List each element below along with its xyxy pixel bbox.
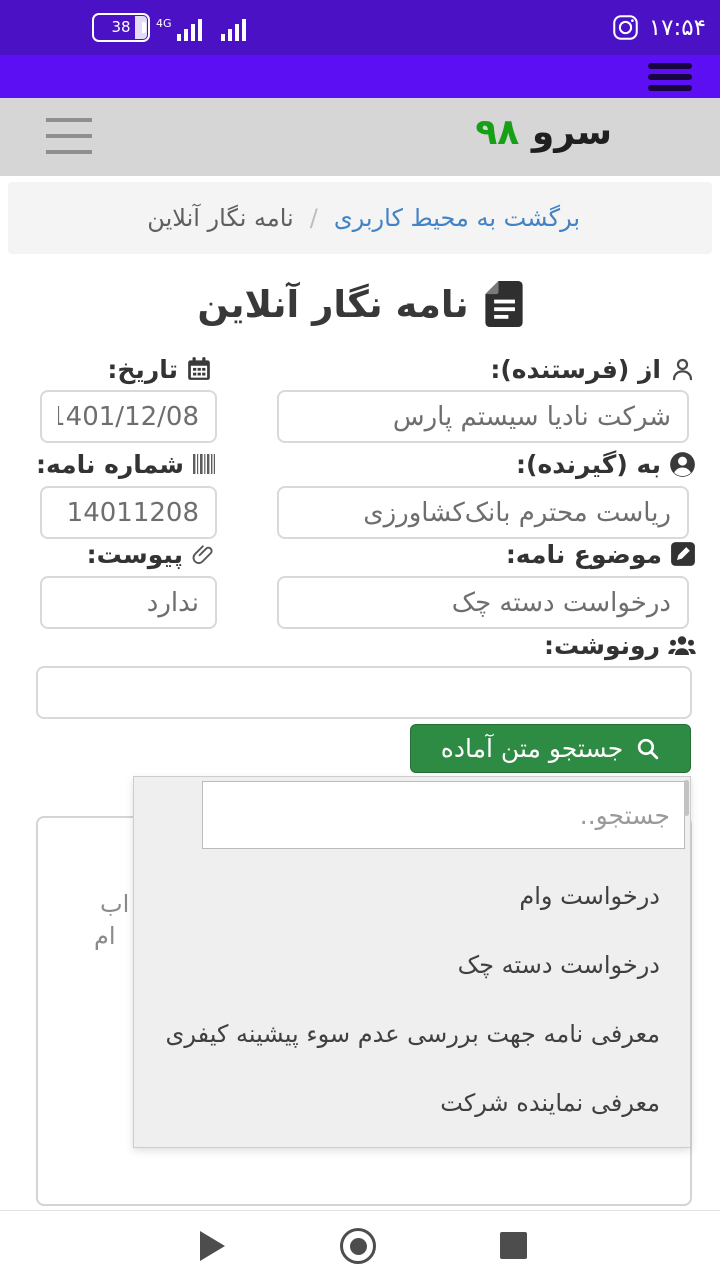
android-nav-bar [0, 1210, 720, 1280]
status-bar [0, 0, 720, 55]
app-menu-button[interactable] [648, 63, 692, 91]
site-menu-button[interactable] [46, 118, 92, 154]
breadcrumb-separator: / [309, 204, 318, 232]
breadcrumb [8, 182, 712, 254]
recipient-input[interactable] [277, 486, 689, 539]
back-button-icon[interactable] [200, 1231, 225, 1261]
dropdown-item-criminal-record-letter[interactable]: معرفی نامه جهت بررسی عدم سوء پیشینه کیفری [165, 1019, 660, 1048]
app-bar [0, 55, 720, 98]
attachment-input[interactable] [40, 576, 217, 629]
attachment-label: پیوست: [87, 537, 216, 571]
letter-body-fragment: ام [94, 922, 116, 950]
battery-percent: 38 [111, 18, 131, 36]
signal-bars-icon [175, 15, 209, 41]
user-circle-icon [669, 451, 696, 478]
ready-text-dropdown [133, 776, 691, 1148]
date-input[interactable] [40, 390, 217, 443]
document-icon [485, 281, 523, 327]
battery-fill [135, 16, 147, 39]
search-button-label: جستجو متن آماده [440, 734, 624, 763]
signal-4g-icon [156, 15, 209, 41]
search-ready-text-button[interactable] [410, 724, 691, 773]
users-icon [668, 634, 696, 657]
battery-icon [92, 13, 150, 42]
letter-body-fragment: اب [100, 890, 130, 918]
breadcrumb-back-link[interactable]: برگشت به محیط کاربری [333, 204, 580, 232]
site-logo[interactable] [475, 112, 612, 153]
dropdown-search-input[interactable] [202, 781, 685, 849]
sender-label: از (فرستنده): [490, 352, 696, 386]
page-title [0, 281, 720, 327]
site-header [0, 98, 720, 176]
barcode-icon [192, 452, 216, 476]
logo-text: سرو [531, 112, 612, 153]
home-button-icon[interactable] [340, 1228, 376, 1264]
calendar-icon [186, 356, 212, 382]
logo-number: ۹۸ [475, 112, 520, 153]
date-label: تاریخ: [107, 352, 212, 386]
subject-input[interactable] [277, 576, 689, 629]
cc-input[interactable] [36, 666, 692, 719]
dropdown-item-company-representative[interactable]: معرفی نماینده شرکت [440, 1088, 660, 1117]
letter-number-label: شماره نامه: [36, 447, 216, 481]
cc-label: رونوشت: [544, 628, 696, 662]
recipient-label: به (گیرنده): [516, 447, 696, 481]
breadcrumb-current: نامه نگار آنلاین [147, 204, 294, 232]
recents-button-icon[interactable] [500, 1232, 527, 1259]
signal-bars2-icon [219, 15, 253, 41]
clock: ۱۷:۵۴ [648, 14, 706, 41]
paperclip-icon [191, 542, 216, 567]
screen-record-icon [612, 14, 639, 41]
dropdown-item-checkbook-request[interactable]: درخواست دسته چک [457, 950, 660, 979]
status-left-icons [92, 0, 253, 55]
sender-input[interactable] [277, 390, 689, 443]
dropdown-scrollbar[interactable] [684, 780, 689, 816]
pen-square-icon [670, 541, 696, 567]
network-type-label: 4G [156, 16, 172, 30]
page-title-text: نامه نگار آنلاین [197, 282, 469, 326]
search-icon [635, 736, 660, 761]
user-outline-icon [669, 356, 696, 383]
letter-number-input[interactable] [40, 486, 217, 539]
subject-label: موضوع نامه: [506, 537, 696, 571]
dropdown-items [134, 861, 690, 1137]
dropdown-item-loan-request[interactable]: درخواست وام [519, 881, 660, 910]
